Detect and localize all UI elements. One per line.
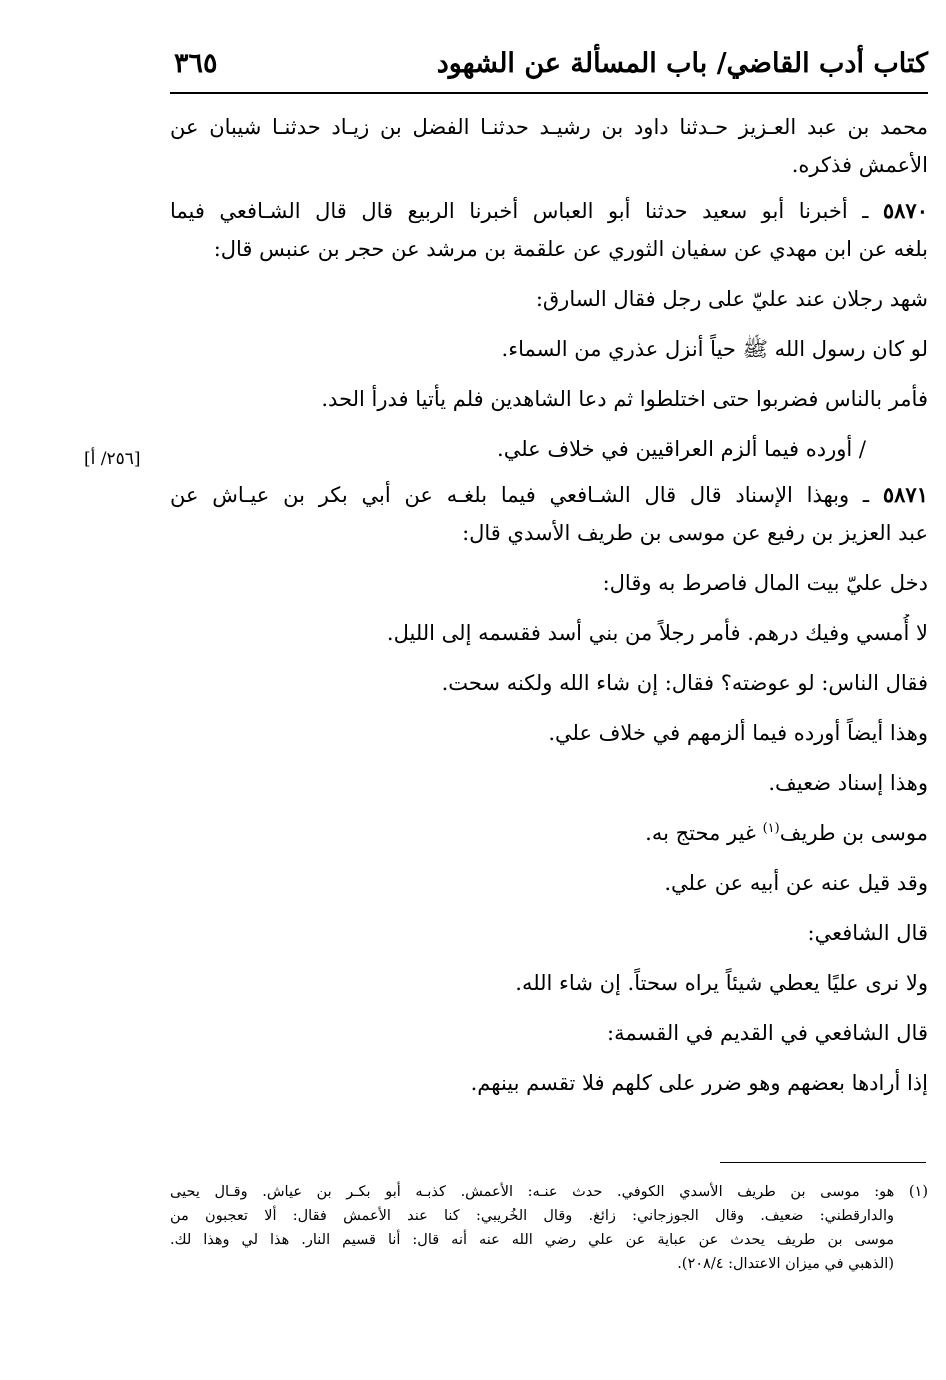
text-line-16 bbox=[170, 814, 928, 852]
text-line-17: وقد قيل عنه عن أبيه عن علي. bbox=[664, 871, 928, 895]
hadith-number-5870: ٥٨٧٠ bbox=[882, 198, 928, 223]
text-line-15: وهذا إسناد ضعيف. bbox=[768, 771, 928, 795]
text-line-12: لا أُمسي وفيك درهم. فأمر رجلاً من بني أسد فقسمه إلى الليل. bbox=[386, 621, 928, 645]
text-line-11: دخل عليّ بيت المال فاصرط به وقال: bbox=[602, 571, 928, 595]
footnote-rule bbox=[720, 1162, 926, 1163]
hadith-5870-line-1 bbox=[170, 192, 928, 230]
text-line-19: ولا نرى عليًا يعطي شيئاً يراه سحتاً. إن شاء الله. bbox=[515, 971, 928, 995]
header-rule bbox=[170, 92, 928, 94]
hadith-5870-text: ـ أخبرنا أبو سعيد حدثنا أبو العباس أخبرنا الربيع قال قال الشـافعي فيما bbox=[170, 199, 869, 223]
text-line-7: فأمر بالناس فضربوا حتى اختلطوا ثم دعا الشاهدين فلم يأتيا فدرأ الحد. bbox=[321, 387, 928, 411]
footnote-1-line-4: (الذهبي في ميزان الاعتدال: ٢٠٨/٤). bbox=[677, 1256, 894, 1272]
text-line-13: فقال الناس: لو عوضته؟ فقال: إن شاء الله ولكنه سحت. bbox=[441, 671, 928, 695]
text-line-16-end: غير محتج به. bbox=[645, 821, 763, 845]
text-line-8: / أورده فيما ألزم العراقيين في خلاف علي. bbox=[497, 437, 866, 461]
hadith-5871-text: ـ وبهذا الإسناد قال قال الشـافعي فيما بلغـه عن أبي بكر بن عيـاش عن bbox=[170, 483, 870, 507]
text-line-21: إذا أرادها بعضهم وهو ضرر على كلهم فلا تقسم بينهم. bbox=[470, 1071, 928, 1095]
footnotes bbox=[170, 1180, 928, 1276]
running-title: كتاب أدب القاضي/ باب المسألة عن الشهود bbox=[436, 48, 928, 79]
text-line-20: قال الشافعي في القديم في القسمة: bbox=[607, 1021, 928, 1045]
footnote-1-line-2: والدارقطني: ضعيف. وقال الجوزجاني: زائغ. وقال الخُريبي: كنا عند الأعمش فقال: ألا تعجبون من bbox=[170, 1208, 894, 1224]
text-line-5: شهد رجلان عند عليّ على رجل فقال السارق: bbox=[535, 287, 928, 311]
manuscript-folio-note: [٢٥٦/ أ] bbox=[84, 449, 141, 469]
hadith-5871-line-1 bbox=[170, 476, 928, 514]
running-header bbox=[170, 44, 928, 84]
text-line-16-start: موسى بن طريف bbox=[779, 821, 928, 845]
text-line-1: محمد بن عبد العـزيز حـدثنا داود بن رشيـد حدثنـا الفضل بن زيـاد حدثنـا شيبان عن bbox=[170, 115, 928, 139]
footnote-ref-1[interactable]: (١) bbox=[762, 821, 780, 836]
text-line-14: وهذا أيضاً أورده فيما ألزمهم في خلاف علي. bbox=[548, 721, 928, 745]
footnote-1-line-1: (١) هو: موسى بن طريف الأسدي الكوفي. حدث عنـه: الأعمش. كذبـه أبو بكـر بن عياش. وقـال يحيى bbox=[170, 1184, 928, 1200]
page-number: ٣٦٥ bbox=[174, 48, 218, 79]
text-line-4: بلغه عن ابن مهدي عن سفيان الثوري عن علقمة بن مرشد عن حجر بن عنبس قال: bbox=[213, 237, 928, 261]
hadith-number-5871: ٥٨٧١ bbox=[882, 482, 928, 507]
text-line-6: لو كان رسول الله ﷺ حياً أنزل عذري من السماء. bbox=[501, 337, 928, 361]
main-text bbox=[170, 108, 928, 1102]
footnote-1-line-3: موسى بن طريف يحدث عن عباية عن علي رضي الله عنه أنه قال: أنا قسيم النار. هذا لي وهذا لك. bbox=[170, 1232, 894, 1248]
text-line-2: الأعمش فذكره. bbox=[791, 153, 928, 177]
text-line-10: عبد العزيز بن رفيع عن موسى بن طريف الأسدي قال: bbox=[462, 521, 928, 545]
text-line-18: قال الشافعي: bbox=[807, 921, 928, 945]
